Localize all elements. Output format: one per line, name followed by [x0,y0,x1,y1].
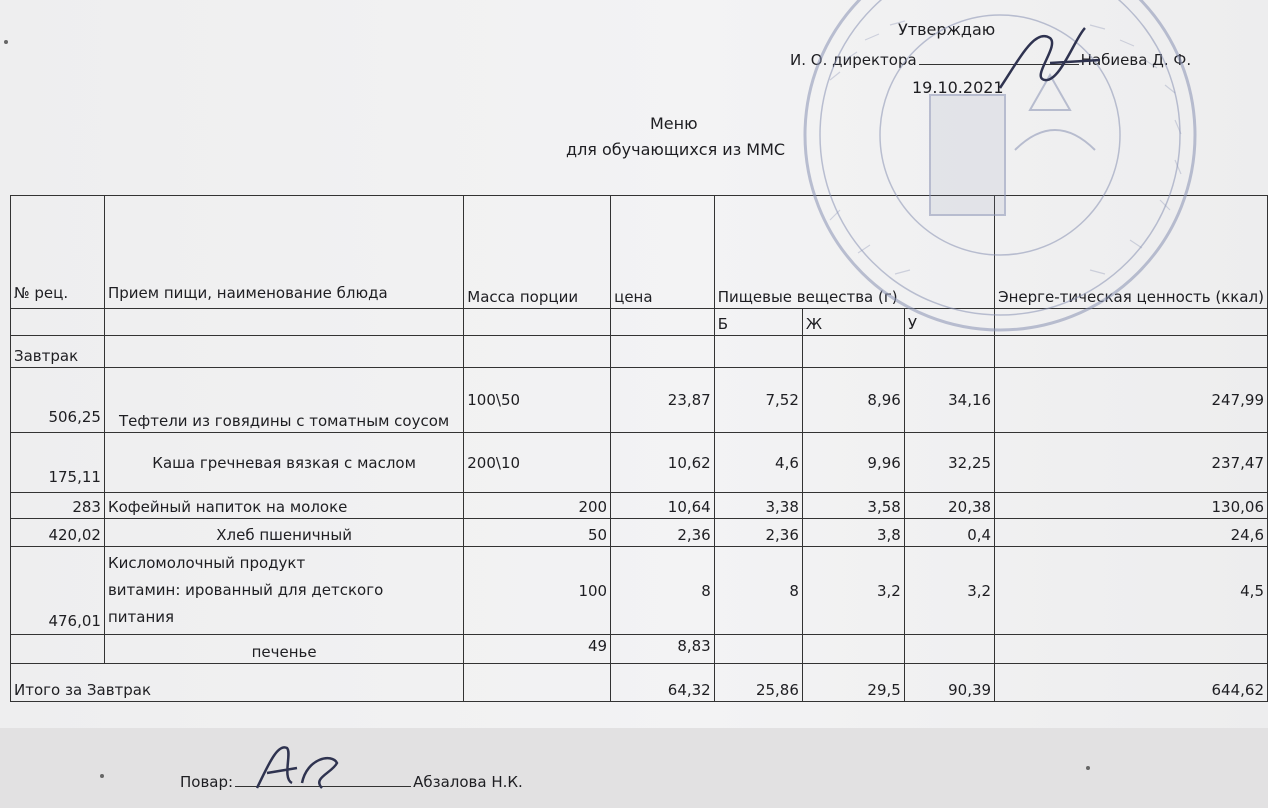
row-price: 23,87 [611,368,715,433]
cook-signature-line [180,772,523,791]
row-dish: Тефтели из говядины с томатным соусом [104,368,463,433]
row-dish: Хлеб пшеничный [104,519,463,547]
row-b: 2,36 [714,519,802,547]
footer-area [0,728,1268,808]
row-price: 10,62 [611,433,715,493]
row-zh: 3,8 [802,519,904,547]
total-kcal: 644,62 [995,664,1268,702]
total-label: Итого за Завтрак [11,664,464,702]
row-zh: 3,58 [802,493,904,519]
row-zh: 9,96 [802,433,904,493]
speck-dot [4,40,8,44]
table-row [11,519,1268,547]
row-u: 0,4 [904,519,994,547]
page-subtitle: для обучающихся из ММС [566,140,786,159]
row-u: 3,2 [904,547,994,635]
header-mass: Масса порции [464,196,611,309]
header-nutrients: Пищевые вещества (г) [714,196,994,309]
row-mass: 200 [464,493,611,519]
row-dish: Кофейный напиток на молоке [104,493,463,519]
table-row [11,433,1268,493]
total-b: 25,86 [714,664,802,702]
row-b: 8 [714,547,802,635]
row-mass: 100 [464,547,611,635]
approval-position: И. О. директора [790,51,917,69]
speck-dot [1086,766,1090,770]
row-kcal [995,635,1268,664]
approval-title: Утверждаю [898,20,996,39]
approval-name: Набиева Д. Ф. [1080,51,1192,69]
row-kcal: 237,47 [995,433,1268,493]
row-dish-line: питания [107,608,175,626]
header-dish: Прием пищи, наименование блюда [104,196,463,309]
section-row [11,336,1268,368]
row-dish: Каша гречневая вязкая с маслом [104,433,463,493]
row-b: 3,38 [714,493,802,519]
sub-empty [995,309,1268,336]
row-zh: 3,2 [802,547,904,635]
row-price: 8,83 [611,635,715,664]
row-mass: 49 [464,635,611,664]
row-kcal: 130,06 [995,493,1268,519]
table-row [11,493,1268,519]
header-price: цена [611,196,715,309]
signature-blank [235,772,411,787]
header-rec-no: № рец. [11,196,105,309]
row-kcal: 4,5 [995,547,1268,635]
total-zh: 29,5 [802,664,904,702]
table-row [11,635,1268,664]
approval-line [790,50,1191,69]
total-row [11,664,1268,702]
row-price: 2,36 [611,519,715,547]
row-dish-multiline [104,547,463,635]
header-zh: Ж [802,309,904,336]
row-kcal: 247,99 [995,368,1268,433]
row-rec: 283 [11,493,105,519]
row-b: 4,6 [714,433,802,493]
speck-dot [100,774,104,778]
sub-empty [104,309,463,336]
row-dish-line: витамин: ированный для детского [107,581,384,599]
row-b [714,635,802,664]
cook-label: Повар: [180,773,234,791]
row-rec: 420,02 [11,519,105,547]
row-u: 34,16 [904,368,994,433]
row-price: 10,64 [611,493,715,519]
approval-date: 19.10.2021 [912,78,1004,97]
table-row [11,547,1268,635]
row-kcal: 24,6 [995,519,1268,547]
menu-table [10,195,1268,702]
total-u: 90,39 [904,664,994,702]
header-b: Б [714,309,802,336]
row-mass: 100\50 [464,368,611,433]
row-rec: 506,25 [11,368,105,433]
sub-empty [464,309,611,336]
page-title: Меню [650,114,698,133]
header-energy: Энерге-тическая ценность (ккал) [995,196,1268,309]
row-b: 7,52 [714,368,802,433]
row-mass: 50 [464,519,611,547]
row-dish-line: Кисломолочный продукт [107,554,306,572]
table-row [11,368,1268,433]
section-label: Завтрак [11,336,105,368]
row-u [904,635,994,664]
subheader-row [11,309,1268,336]
row-rec: 175,11 [11,433,105,493]
row-price: 8 [611,547,715,635]
row-mass: 200\10 [464,433,611,493]
total-price: 64,32 [611,664,715,702]
row-zh [802,635,904,664]
row-zh: 8,96 [802,368,904,433]
row-rec [11,635,105,664]
row-u: 32,25 [904,433,994,493]
cook-name: Абзалова Н.К. [413,773,523,791]
row-rec: 476,01 [11,547,105,635]
header-row [11,196,1268,309]
sub-empty [11,309,105,336]
row-u: 20,38 [904,493,994,519]
row-dish: печенье [104,635,463,664]
header-u: У [904,309,994,336]
signature-blank [919,50,1079,65]
sub-empty [611,309,715,336]
